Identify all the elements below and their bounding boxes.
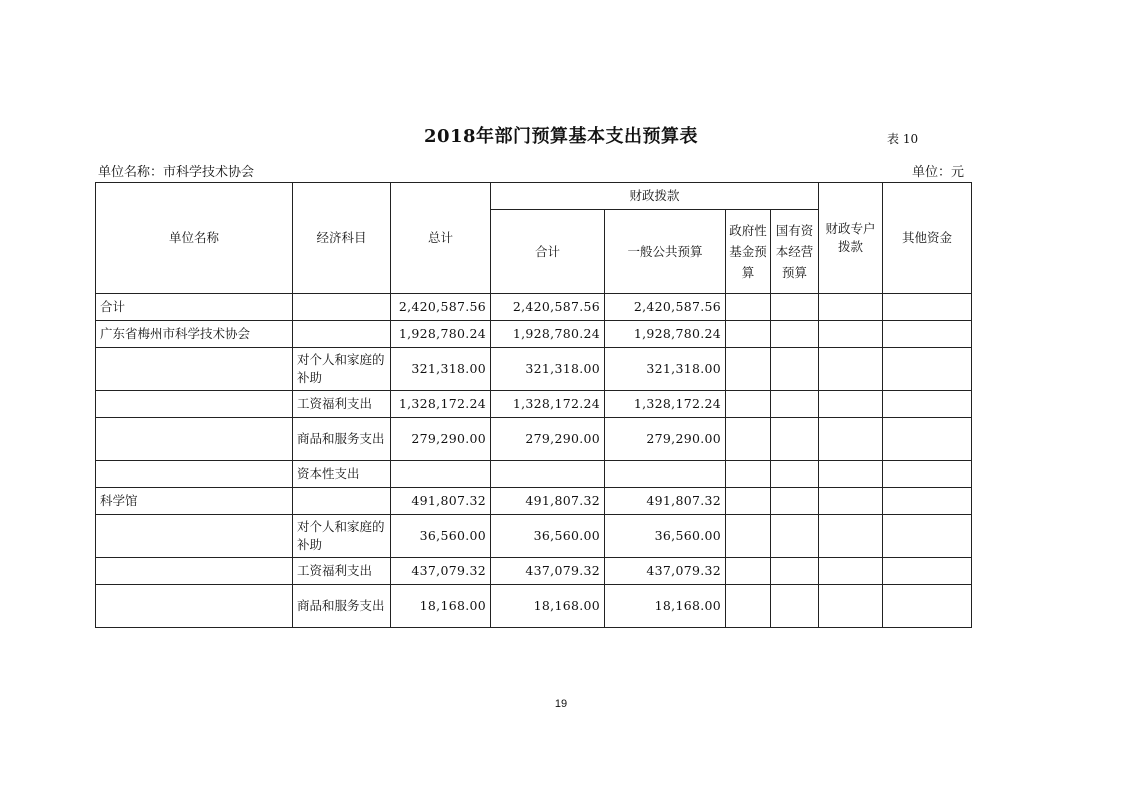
cell-general: 36,560.00 xyxy=(605,515,726,558)
cell-special xyxy=(819,348,883,391)
cell-state-capital xyxy=(771,461,819,488)
cell-fiscal-total: 437,079.32 xyxy=(491,558,605,585)
header-general-public-budget: 一般公共预算 xyxy=(605,210,726,294)
cell-state-capital xyxy=(771,418,819,461)
header-special-account: 财政专户拨款 xyxy=(819,183,883,294)
table-row xyxy=(96,488,972,515)
cell-gov-fund xyxy=(726,515,771,558)
table-row xyxy=(96,515,972,558)
cell-fiscal-total: 1,928,780.24 xyxy=(491,321,605,348)
cell-other xyxy=(883,418,972,461)
cell-general xyxy=(605,461,726,488)
table-number: 表 10 xyxy=(887,132,919,146)
cell-other xyxy=(883,558,972,585)
table-row xyxy=(96,585,972,628)
header-other-funds: 其他资金 xyxy=(883,183,972,294)
table-row xyxy=(96,294,972,321)
table-row xyxy=(96,558,972,585)
cell-econ: 对个人和家庭的补助 xyxy=(293,515,391,558)
cell-general: 437,079.32 xyxy=(605,558,726,585)
cell-unit xyxy=(96,418,293,461)
table-row xyxy=(96,391,972,418)
cell-gov-fund xyxy=(726,418,771,461)
cell-other xyxy=(883,348,972,391)
cell-unit: 广东省梅州市科学技术协会 xyxy=(96,321,293,348)
cell-special xyxy=(819,321,883,348)
header-economic-item: 经济科目 xyxy=(293,183,391,294)
unit-name-label: 单位名称：市科学技术协会 xyxy=(98,165,255,180)
cell-gov-fund xyxy=(726,585,771,628)
cell-total: 1,328,172.24 xyxy=(391,391,491,418)
currency-unit-label: 单位：元 xyxy=(912,165,965,180)
cell-special xyxy=(819,488,883,515)
cell-total: 321,318.00 xyxy=(391,348,491,391)
cell-state-capital xyxy=(771,348,819,391)
budget-table xyxy=(95,182,972,628)
cell-fiscal-total: 36,560.00 xyxy=(491,515,605,558)
cell-state-capital xyxy=(771,391,819,418)
header-total: 总计 xyxy=(391,183,491,294)
cell-total: 2,420,587.56 xyxy=(391,294,491,321)
header-state-capital-budget: 国有资本经营预算 xyxy=(771,210,819,294)
cell-econ: 工资福利支出 xyxy=(293,558,391,585)
header-fiscal-subtotal: 合计 xyxy=(491,210,605,294)
header-unit-name: 单位名称 xyxy=(96,183,293,294)
header-government-fund-budget: 政府性基金预算 xyxy=(726,210,771,294)
cell-unit xyxy=(96,461,293,488)
cell-general: 491,807.32 xyxy=(605,488,726,515)
cell-other xyxy=(883,391,972,418)
cell-other xyxy=(883,294,972,321)
cell-state-capital xyxy=(771,294,819,321)
cell-fiscal-total: 491,807.32 xyxy=(491,488,605,515)
header-fiscal-appropriation: 财政拨款 xyxy=(491,183,819,210)
table-row xyxy=(96,348,972,391)
cell-total: 18,168.00 xyxy=(391,585,491,628)
cell-econ: 商品和服务支出 xyxy=(293,585,391,628)
cell-fiscal-total: 2,420,587.56 xyxy=(491,294,605,321)
cell-special xyxy=(819,515,883,558)
cell-total: 36,560.00 xyxy=(391,515,491,558)
cell-other xyxy=(883,488,972,515)
cell-special xyxy=(819,418,883,461)
cell-fiscal-total: 18,168.00 xyxy=(491,585,605,628)
cell-gov-fund xyxy=(726,488,771,515)
cell-special xyxy=(819,391,883,418)
cell-state-capital xyxy=(771,488,819,515)
cell-special xyxy=(819,294,883,321)
cell-gov-fund xyxy=(726,558,771,585)
cell-unit xyxy=(96,558,293,585)
cell-fiscal-total: 279,290.00 xyxy=(491,418,605,461)
cell-total: 437,079.32 xyxy=(391,558,491,585)
cell-gov-fund xyxy=(726,321,771,348)
cell-fiscal-total: 1,328,172.24 xyxy=(491,391,605,418)
table-row xyxy=(96,461,972,488)
cell-econ: 资本性支出 xyxy=(293,461,391,488)
cell-general: 18,168.00 xyxy=(605,585,726,628)
cell-state-capital xyxy=(771,321,819,348)
cell-general: 279,290.00 xyxy=(605,418,726,461)
cell-state-capital xyxy=(771,585,819,628)
cell-general: 2,420,587.56 xyxy=(605,294,726,321)
cell-fiscal-total: 321,318.00 xyxy=(491,348,605,391)
table-row xyxy=(96,418,972,461)
page-number: 19 xyxy=(554,698,568,710)
cell-state-capital xyxy=(771,515,819,558)
table-row xyxy=(96,321,972,348)
cell-general: 1,328,172.24 xyxy=(605,391,726,418)
cell-econ xyxy=(293,488,391,515)
cell-state-capital xyxy=(771,558,819,585)
cell-general: 1,928,780.24 xyxy=(605,321,726,348)
cell-econ xyxy=(293,294,391,321)
cell-gov-fund xyxy=(726,391,771,418)
cell-other xyxy=(883,461,972,488)
cell-econ: 对个人和家庭的补助 xyxy=(293,348,391,391)
cell-fiscal-total xyxy=(491,461,605,488)
cell-gov-fund xyxy=(726,461,771,488)
cell-econ: 工资福利支出 xyxy=(293,391,391,418)
cell-special xyxy=(819,461,883,488)
cell-unit xyxy=(96,515,293,558)
cell-other xyxy=(883,515,972,558)
cell-gov-fund xyxy=(726,348,771,391)
cell-total: 279,290.00 xyxy=(391,418,491,461)
cell-unit xyxy=(96,348,293,391)
cell-special xyxy=(819,558,883,585)
cell-other xyxy=(883,321,972,348)
cell-special xyxy=(819,585,883,628)
cell-unit xyxy=(96,585,293,628)
cell-unit: 科学馆 xyxy=(96,488,293,515)
cell-econ: 商品和服务支出 xyxy=(293,418,391,461)
cell-econ xyxy=(293,321,391,348)
cell-total: 491,807.32 xyxy=(391,488,491,515)
page-title: 2018年部门预算基本支出预算表 xyxy=(423,126,699,147)
cell-unit: 合计 xyxy=(96,294,293,321)
cell-total: 1,928,780.24 xyxy=(391,321,491,348)
cell-total xyxy=(391,461,491,488)
cell-gov-fund xyxy=(726,294,771,321)
cell-other xyxy=(883,585,972,628)
cell-unit xyxy=(96,391,293,418)
cell-general: 321,318.00 xyxy=(605,348,726,391)
